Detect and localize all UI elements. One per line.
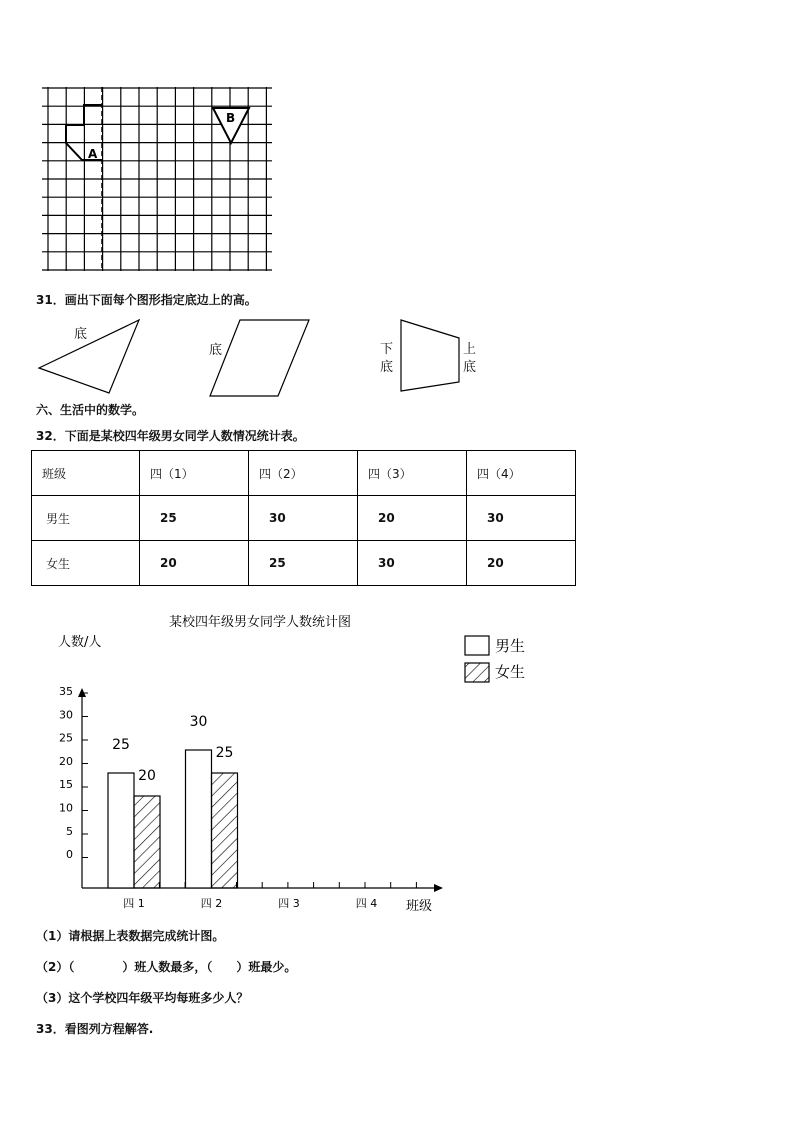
x-axis-label: 班级 [406, 899, 433, 914]
x-tick-label: 四 1 [123, 897, 145, 910]
trapezoid-upper-label-2: 底 [463, 360, 477, 375]
bar-girls [134, 796, 160, 888]
shape-a-label: A [88, 147, 98, 161]
x-tick-label: 四 2 [200, 897, 223, 910]
table-cell: 20 [467, 541, 576, 586]
legend-label-boys: 男生 [495, 637, 526, 655]
table-cell: 30 [467, 496, 576, 541]
table-cell: 25 [249, 541, 358, 586]
y-tick-label: 0 [66, 848, 73, 862]
table-row [32, 541, 576, 586]
sub-question-3: （3）这个学校四年级平均每班多少人？ [36, 991, 249, 1005]
table-cell: 25 [140, 496, 249, 541]
question-33-text: 33．看图列方程解答. [36, 1022, 154, 1036]
legend-swatch-boys [465, 636, 489, 655]
bar-boys [186, 750, 212, 888]
bar-data-label: 20 [138, 768, 156, 784]
question-31-figures [30, 312, 530, 397]
legend-label-girls: 女生 [495, 663, 526, 681]
y-tick-label: 20 [59, 754, 73, 768]
sub-question-2: （2）（ ）班人数最多，（ ）班最少。 [36, 960, 297, 974]
table-cell: 30 [358, 541, 467, 586]
table-header-cell: 四（3） [358, 451, 467, 496]
table-row-label: 女生 [32, 541, 140, 586]
chart-title: 某校四年级男女同学人数统计图 [168, 615, 352, 630]
table-header-cell: 四（1） [140, 451, 249, 496]
y-tick-label: 25 [59, 731, 73, 745]
triangle [39, 320, 139, 393]
table-header-row [32, 451, 576, 496]
x-axis-arrow [434, 884, 443, 892]
y-tick-label: 35 [59, 685, 73, 698]
y-tick-label: 10 [59, 801, 73, 815]
legend-swatch-girls [465, 663, 489, 682]
parallelogram [210, 320, 309, 396]
trapezoid-lower-label-2: 底 [380, 360, 394, 375]
triangle-base-label: 底 [74, 327, 88, 342]
table-row [32, 496, 576, 541]
statistics-table [31, 450, 576, 586]
parallelogram-base-label: 底 [209, 343, 223, 358]
trapezoid [401, 320, 459, 391]
bar-data-label: 25 [112, 737, 130, 753]
table-cell: 20 [140, 541, 249, 586]
bar-data-label: 25 [215, 745, 234, 761]
table-header-cell: 四（4） [467, 451, 576, 496]
question-32-text: 32．下面是某校四年级男女同学人数情况统计表。 [36, 429, 305, 443]
trapezoid-upper-label-1: 上 [463, 342, 477, 357]
y-tick-label: 15 [59, 778, 73, 792]
question-31-text: 31．画出下面每个图形指定底边上的高。 [36, 293, 257, 307]
grid-figure [40, 85, 275, 275]
section-6-heading: 六、生活中的数学。 [36, 403, 145, 417]
trapezoid-lower-label-1: 下 [380, 342, 394, 357]
bar-girls [212, 773, 238, 888]
table-header-cell: 四（2） [249, 451, 358, 496]
bar-boys [108, 773, 134, 888]
table-header-cell: 班级 [32, 451, 140, 496]
y-axis-label: 人数/人 [58, 635, 102, 650]
bar-data-label: 30 [189, 714, 208, 730]
shape-b-label: B [226, 111, 236, 125]
bar-chart [0, 600, 794, 920]
y-tick-label: 30 [59, 708, 73, 722]
table-cell: 30 [249, 496, 358, 541]
sub-question-1: （1）请根据上表数据完成统计图。 [36, 929, 225, 943]
table-row-label: 男生 [32, 496, 140, 541]
x-tick-label: 四 3 [278, 897, 300, 910]
x-tick-label: 四 4 [355, 897, 378, 910]
table-cell: 20 [358, 496, 467, 541]
y-tick-label: 5 [66, 824, 73, 838]
